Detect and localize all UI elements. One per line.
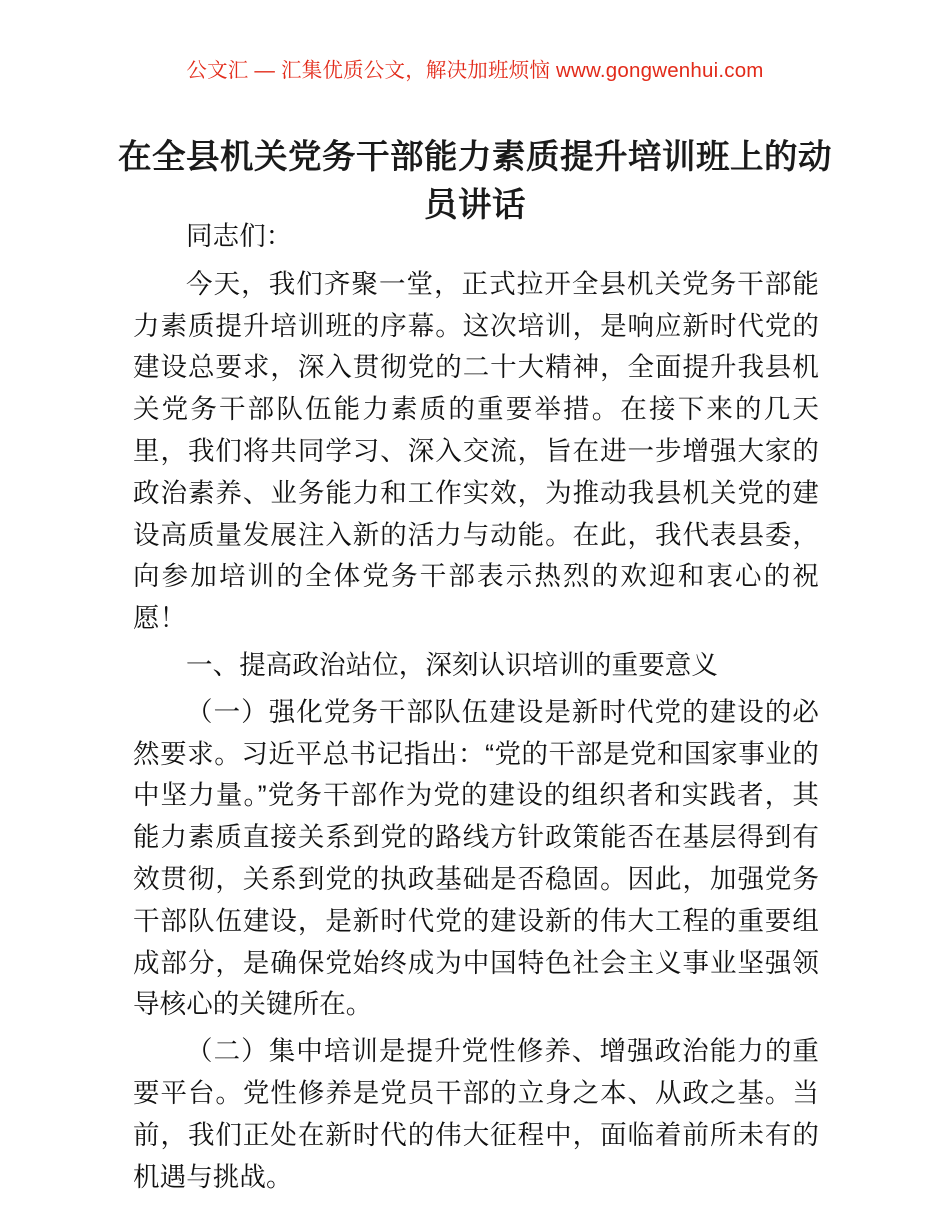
paragraph-sub-two: （二）集中培训是提升党性修养、增强政治能力的重要平台。党性修养是党员干部的立身之本、从政之基。当前，我们正处在新时代的伟大征程中，面临着前所未有的机遇与挑战。 (133, 1036, 819, 1192)
salutation-paragraph: 同志们： (186, 221, 293, 251)
paragraph-opening: 今天，我们齐聚一堂，正式拉开全县机关党务干部能力素质提升培训班的序幕。这次培训，是响应新时代党的建设总要求，深入贯彻党的二十大精神，全面提升我县机关党务干部队伍能力素质的重要举措。在接下来的几天里，我们将共同学习、深入交流，旨在进一步增强大家的政治素养、业务能力和工作实效，为推动我县机关党的建设高质量发展注入新的活力与动能。在此，我代表县委，向参加培训的全体党务干部表示热烈的欢迎和衷心的祝愿！ (133, 268, 819, 634)
site-url-text: www.gongwenhui.com (556, 59, 764, 82)
document-body (133, 216, 819, 1198)
document-title: 在全县机关党务干部能力素质提升培训班上的动员讲话 (118, 139, 832, 225)
site-watermark-banner (0, 57, 950, 85)
site-brand-text: 公文汇 — 汇集优质公文，解决加班烦恼 (186, 59, 551, 82)
paragraph-sub-one: （一）强化党务干部队伍建设是新时代党的建设的必然要求。习近平总书记指出：“党的干部是党和国家事业的中坚力量。”党务干部作为党的建设的组织者和实践者，其能力素质直接关系到党的路线方针政策能否在基层得到有效贯彻，关系到党的执政基础是否稳固。因此，加强党务干部队伍建设，是新时代党的建设新的伟大工程的重要组成部分，是确保党始终成为中国特色社会主义事业坚强领导核心的关键所在。 (133, 696, 819, 1020)
section-heading-one: 一、提高政治站位，深刻认识培训的重要意义 (186, 649, 718, 680)
